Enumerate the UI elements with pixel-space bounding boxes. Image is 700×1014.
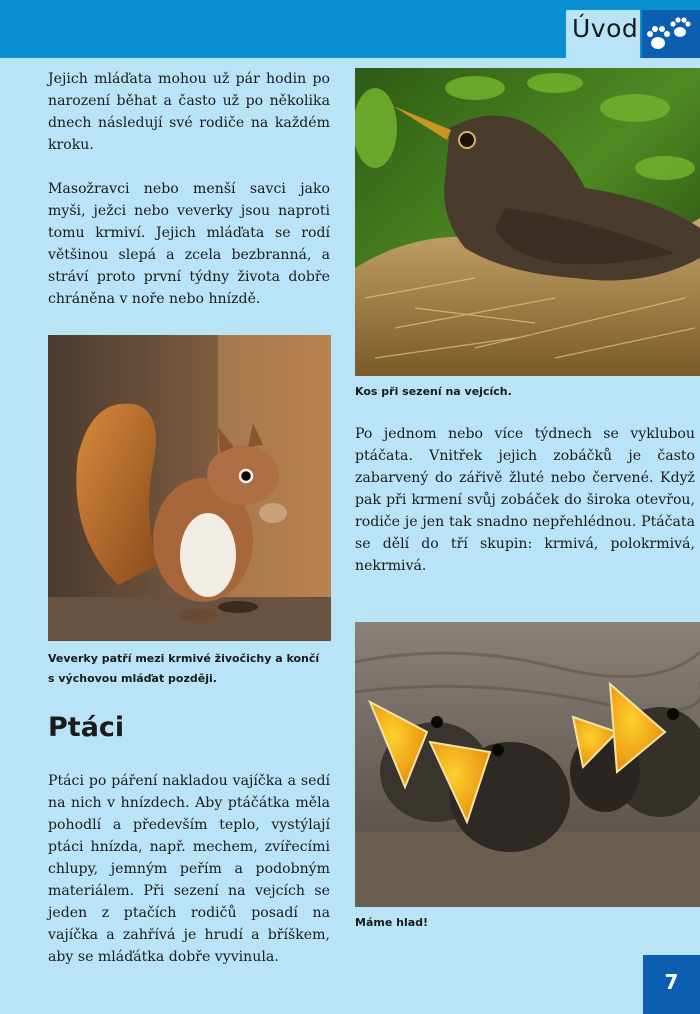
paw-badge (642, 10, 700, 58)
paragraph-precocial: Jejich mláďata mohou už pár hodin po narození běhat a často už po několika dnech následují své rodiče na každém kroku. (48, 71, 330, 153)
paragraph-altricial: Masožravci nebo menší savci jako myši, ježci nebo veverky jsou naproti tomu krmiví. Jejich mláďata se rodí většinou slepá a zcela bezbranná, a stráví proto první týdny života dobře chráněna v noře nebo hnízdě. (48, 181, 330, 307)
blackbird-caption: Kos při sezení na vejcích. (355, 385, 512, 398)
page-number: 7 (664, 970, 679, 994)
squirrel-caption-line1: Veverky patří mezi krmivé živočichy a končí (48, 652, 320, 665)
squirrel-photo (48, 335, 331, 641)
chicks-photo (355, 622, 700, 907)
blackbird-nest-photo (355, 68, 700, 376)
paragraph-birds: Ptáci po páření nakladou vajíčka a sedí na nich v hnízdech. Aby ptáčátka měla pohodlí a především teplo, vystýlají ptáci hnízda, např. mechem, zvířecími chlupy, jemným peřím a podobným materiálem. Při sezení na vejcích se jeden z ptačích rodičů posadí na vajíčka a zahřívá je hrudí a bříškem, aby se mláďátka dobře vyvinula. (48, 773, 330, 965)
chicks-caption: Máme hlad! (355, 916, 429, 929)
squirrel-caption-line2: s výchovou mláďat později. (48, 672, 217, 685)
paragraph-hatchlings: Po jednom nebo více týdnech se vyklubou ptáčata. Vnitřek jejich zobáčků je často zabarvený do zářivě žluté nebo červené. Když pak při krmení svůj zobáček do široka otevřou, rodiče je jen tak snadno nepřehlédnou. Ptáčata se dělí do tří skupin: krmivá, polokrmivá, nekrmivá. (355, 426, 695, 574)
paw-prints-icon (642, 10, 700, 58)
section-heading-birds: Ptáci (48, 712, 125, 743)
section-title: Úvod (572, 14, 639, 43)
